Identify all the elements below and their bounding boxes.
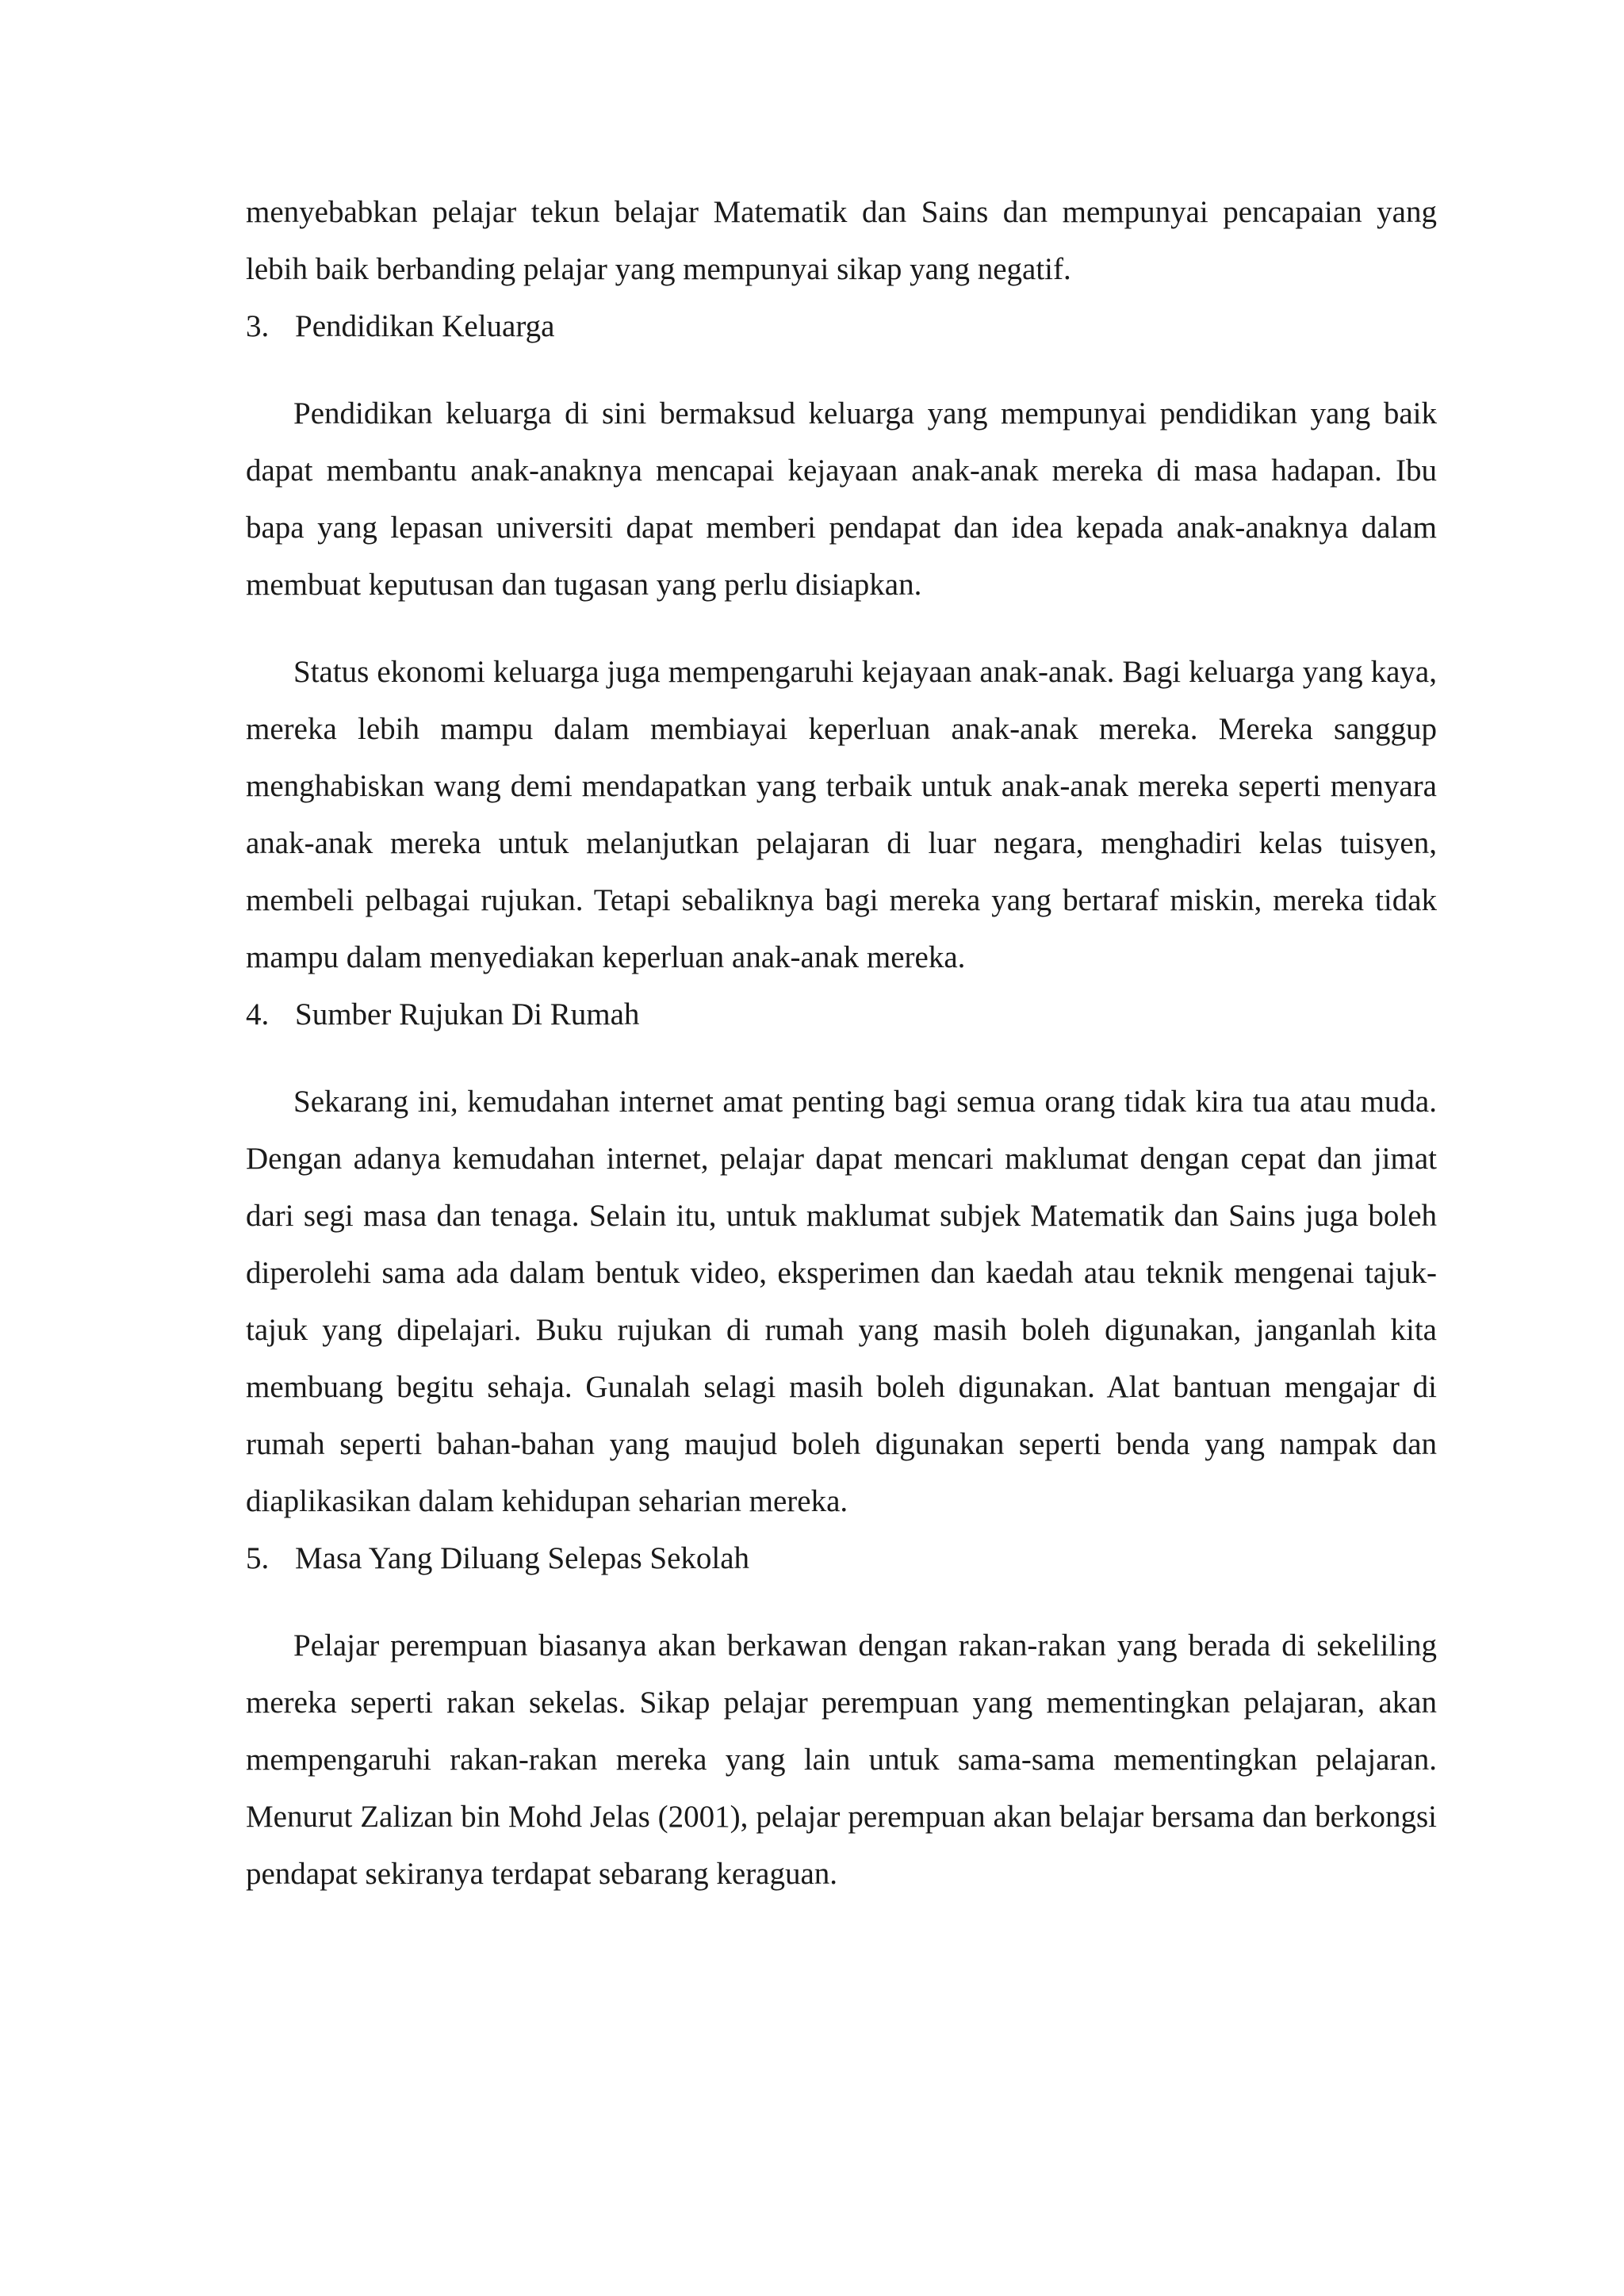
section-4-paragraph-1: Sekarang ini, kemudahan internet amat penting bagi semua orang tidak kira tua atau muda. Dengan adanya kemudahan internet, pelajar dapat mencari maklumat dengan cepat dan jimat dari segi masa dan tenaga. Selain itu, untuk maklumat subjek Matematik dan Sains juga boleh diperolehi sama ada dalam bentuk video, eksperimen dan kaedah atau teknik mengenai tajuk-tajuk yang dipelajari. Buku rujukan di rumah yang masih boleh digunakan, janganlah kita membuang begitu sehaja. Gunalah selagi masih boleh digunakan. Alat bantuan mengajar di rumah seperti bahan-bahan yang maujud boleh digunakan seperti benda yang nampak dan diaplikasikan dalam kehidupan seharian mereka. [246, 1085, 1437, 1518]
section-title: Sumber Rujukan Di Rumah [295, 997, 640, 1031]
section-number: 3. [246, 309, 270, 343]
section-3-paragraph-2: Status ekonomi keluarga juga mempengaruhi kejayaan anak-anak. Bagi keluarga yang kaya, mereka lebih mampu dalam membiayai keperluan anak-anak mereka. Mereka sanggup menghabiskan wang demi mendapatkan yang terbaik untuk anak-anak mereka seperti menyara anak-anak mereka untuk melanjutkan pelajaran di luar negara, menghadiri kelas tuisyen, membeli pelbagai rujukan. Tetapi sebaliknya bagi mereka yang bertaraf miskin, mereka tidak mampu dalam menyediakan keperluan anak-anak mereka. [246, 655, 1437, 974]
section-heading-3 [246, 298, 1437, 355]
continuation-paragraph: menyebabkan pelajar tekun belajar Matematik dan Sains dan mempunyai pencapaian yang lebih baik berbanding pelajar yang mempunyai sikap yang negatif. [246, 195, 1437, 286]
section-heading-4 [246, 986, 1437, 1043]
section-title: Masa Yang Diluang Selepas Sekolah [295, 1541, 750, 1575]
section-number: 4. [246, 997, 270, 1031]
section-title: Pendidikan Keluarga [295, 309, 555, 343]
section-3-paragraph-1: Pendidikan keluarga di sini bermaksud keluarga yang mempunyai pendidikan yang baik dapat membantu anak-anaknya mencapai kejayaan anak-anak mereka di masa hadapan. Ibu bapa yang lepasan universiti dapat memberi pendapat dan idea kepada anak-anaknya dalam membuat keputusan dan tugasan yang perlu disiapkan. [246, 396, 1437, 602]
document-page [246, 184, 1437, 1903]
section-5-paragraph-1: Pelajar perempuan biasanya akan berkawan dengan rakan-rakan yang berada di sekeliling mereka seperti rakan sekelas. Sikap pelajar perempuan yang mementingkan pelajaran, akan mempengaruhi rakan-rakan mereka yang lain untuk sama-sama mementingkan pelajaran. Menurut Zalizan bin Mohd Jelas (2001), pelajar perempuan akan belajar bersama dan berkongsi pendapat sekiranya terdapat sebarang keraguan. [246, 1628, 1437, 1891]
section-number: 5. [246, 1541, 270, 1575]
section-heading-5 [246, 1530, 1437, 1587]
